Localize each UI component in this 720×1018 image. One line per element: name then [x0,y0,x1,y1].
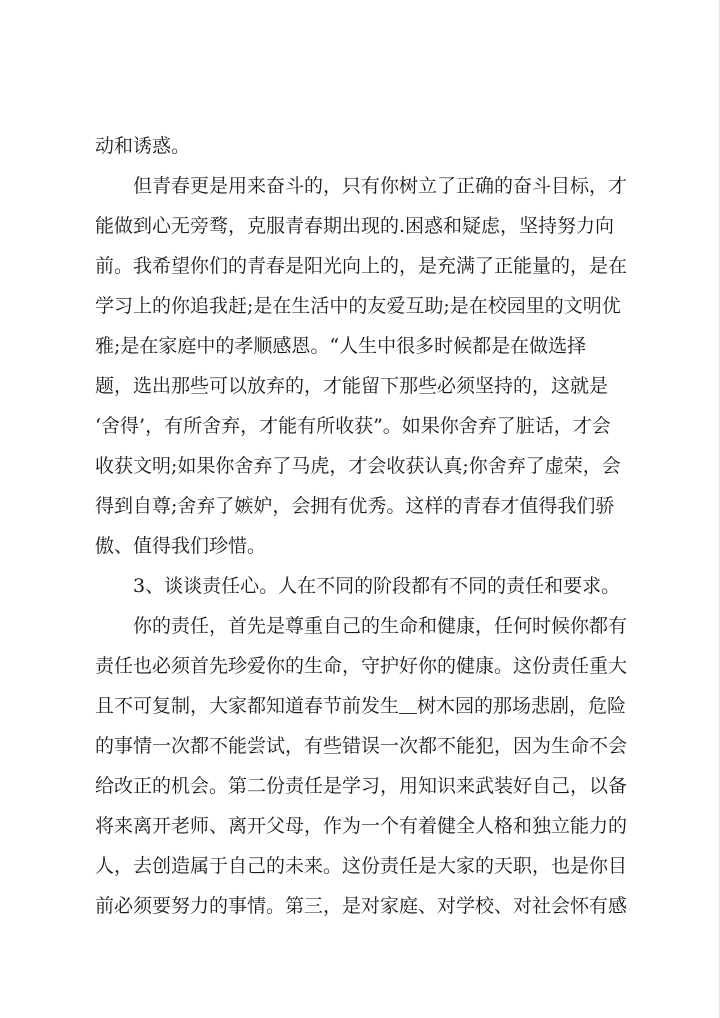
fill-in-blank [399,697,417,714]
paragraph-2-line-7: 人，去创造属于自己的未来。这份责任是大家的天职，也是你目 [95,855,628,877]
line-segment-before-blank: 且不可复制，大家都知道春节前发生 [95,695,400,717]
line-segment-after-blank: 树木园的那场悲剧，危险 [417,695,627,717]
text-line-1: 动和诱惑。 [95,135,191,157]
paragraph-2-line-3 [95,691,626,721]
paragraph-2-line-1: 你的责任，首先是尊重自己的生命和健康，任何时候你都有 [133,615,628,637]
paragraph-1-line-5: 雅;是在家庭中的孝顺感恩。“人生中很多时候都是在做选择 [95,335,587,357]
paragraph-1-line-2: 能做到心无旁骛，克服青春期出现的.困惑和疑虑，坚持努力向 [95,215,615,237]
paragraph-1-line-7: ‘舍得’，有所舍弃，才能有所收获”。如果你舍弃了脏话，才会 [95,415,611,437]
paragraph-2-line-6: 将来离开老师、离开父母，作为一个有着健全人格和独立能力的 [95,815,628,837]
paragraph-1-line-10: 傲、值得我们珍惜。 [95,535,267,557]
paragraph-1-line-4: 学习上的你追我赶;是在生活中的友爱互助;是在校园里的文明优 [95,295,621,317]
section-heading-3: 3、谈谈责任心。人在不同的阶段都有不同的责任和要求。 [133,575,621,597]
paragraph-1-line-3: 前。我希望你们的青春是阳光向上的，是充满了正能量的，是在 [95,255,628,277]
paragraph-1-line-9: 得到自尊;舍弃了嫉妒，会拥有优秀。这样的青春才值得我们骄 [95,495,615,517]
paragraph-2-line-8: 前必须要努力的事情。第三，是对家庭、对学校、对社会怀有感 [95,895,628,917]
paragraph-1-line-6: 题，选出那些可以放弃的，才能留下那些必须坚持的，这就是 [95,375,609,397]
paragraph-2-line-5: 给改正的机会。第二份责任是学习，用知识来武装好自己，以备 [95,775,628,797]
paragraph-2-line-2: 责任也必须首先珍爱你的生命，守护好你的健康。这份责任重大 [95,655,628,677]
paragraph-1-line-1: 但青春更是用来奋斗的，只有你树立了正确的奋斗目标，才 [133,175,628,197]
paragraph-1-line-8: 收获文明;如果你舍弃了马虎，才会收获认真;你舍弃了虚荣，会 [95,455,621,477]
paragraph-2-line-4: 的事情一次都不能尝试，有些错误一次都不能犯，因为生命不会 [95,735,628,757]
